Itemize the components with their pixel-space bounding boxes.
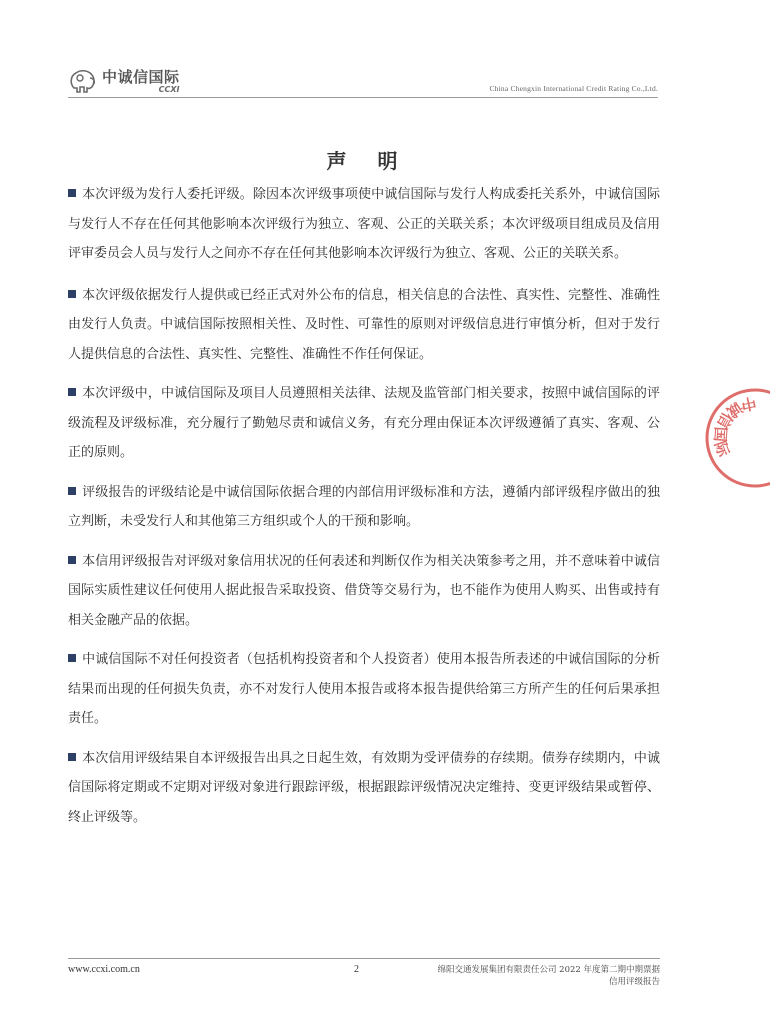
logo-en-text: CCXI [158,84,180,94]
header-divider [68,97,658,98]
declaration-paragraph [68,379,660,468]
declaration-paragraph [68,180,660,269]
logo-cn-text: 中诚信国际 [102,67,180,86]
footer-document-title [437,964,660,988]
company-seal-stamp [700,383,770,493]
square-bullet-icon [68,290,76,298]
declaration-paragraph [68,478,660,537]
declaration-paragraph [68,547,660,636]
page-title: 声 明 [326,149,410,173]
seal-text: 中诚信国际 [710,393,758,461]
footer-doc-line-1: 绵阳交通发展集团有限责任公司 2022 年度第二期中期票据 [437,965,660,975]
elephant-logo-icon [68,68,98,94]
paragraph-text: 本次评级依据发行人提供或已经正式对外公布的信息，相关信息的合法性、真实性、完整性、准确性由发行人负责。中诚信国际按照相关性、及时性、可靠性的原则对评级信息进行审慎分析，但对于发行人提供信息的合法性、真实性、完整性、准确性不作任何保证。 [68,287,660,362]
page-header [68,66,658,100]
paragraph-text: 本次评级中，中诚信国际及项目人员遵照相关法律、法规及监管部门相关要求，按照中诚信国际的评级流程及评级标准，充分履行了勤勉尽责和诚信义务，有充分理由保证本次评级遵循了真实、客观、公正的原则。 [68,386,660,460]
declaration-paragraph [68,645,660,734]
page-footer [68,958,660,998]
square-bullet-icon [68,388,76,396]
square-bullet-icon [68,556,76,564]
square-bullet-icon [68,487,76,495]
paragraph-text: 本次信用评级结果自本评级报告出具之日起生效，有效期为受评债券的存续期。债券存续期内，中诚信国际将定期或不定期对评级对象进行跟踪评级，根据跟踪评级情况决定维持、变更评级结果或暂停、终止评级等。 [68,750,660,825]
footer-doc-line-2: 信用评级报告 [608,977,660,987]
footer-divider [68,958,660,959]
square-bullet-icon [68,654,76,662]
page-number: 2 [354,964,359,975]
paragraph-text: 评级报告的评级结论是中诚信国际依据合理的内部信用评级标准和方法，遵循内部评级程序做出的独立判断，未受发行人和其他第三方组织或个人的干预和影响。 [68,484,660,529]
declaration-body [68,180,660,842]
square-bullet-icon [68,753,76,761]
paragraph-text: 中诚信国际不对任何投资者（包括机构投资者和个人投资者）使用本报告所表述的中诚信国际的分析结果而出现的任何损失负责，亦不对发行人使用本报告或将本报告提供给第三方所产生的任何后果承担责任。 [68,652,660,726]
square-bullet-icon [68,189,76,197]
declaration-paragraph [68,744,660,833]
company-english-name: China Chengxin International Credit Rating Co.,Ltd. [489,84,658,93]
ccxi-logo [68,66,180,96]
declaration-paragraph [68,281,660,370]
paragraph-text: 本次评级为发行人委托评级。除因本次评级事项使中诚信国际与发行人构成委托关系外，中诚信国际与发行人不存在任何其他影响本次评级行为独立、客观、公正的关联关系；本次评级项目组成员及信用评审委员会人员与发行人之间亦不存在任何其他影响本次评级行为独立、客观、公正的关联关系。 [68,187,660,261]
svg-text:中诚信国际 [710,393,757,461]
footer-website-link[interactable]: www.ccxi.com.cn [68,964,140,975]
paragraph-text: 本信用评级报告对评级对象信用状况的任何表述和判断仅作为相关决策参考之用，并不意味着中诚信国际实质性建议任何使用人据此报告采取投资、借贷等交易行为，也不能作为使用人购买、出售或持有相关金融产品的依据。 [68,553,660,628]
